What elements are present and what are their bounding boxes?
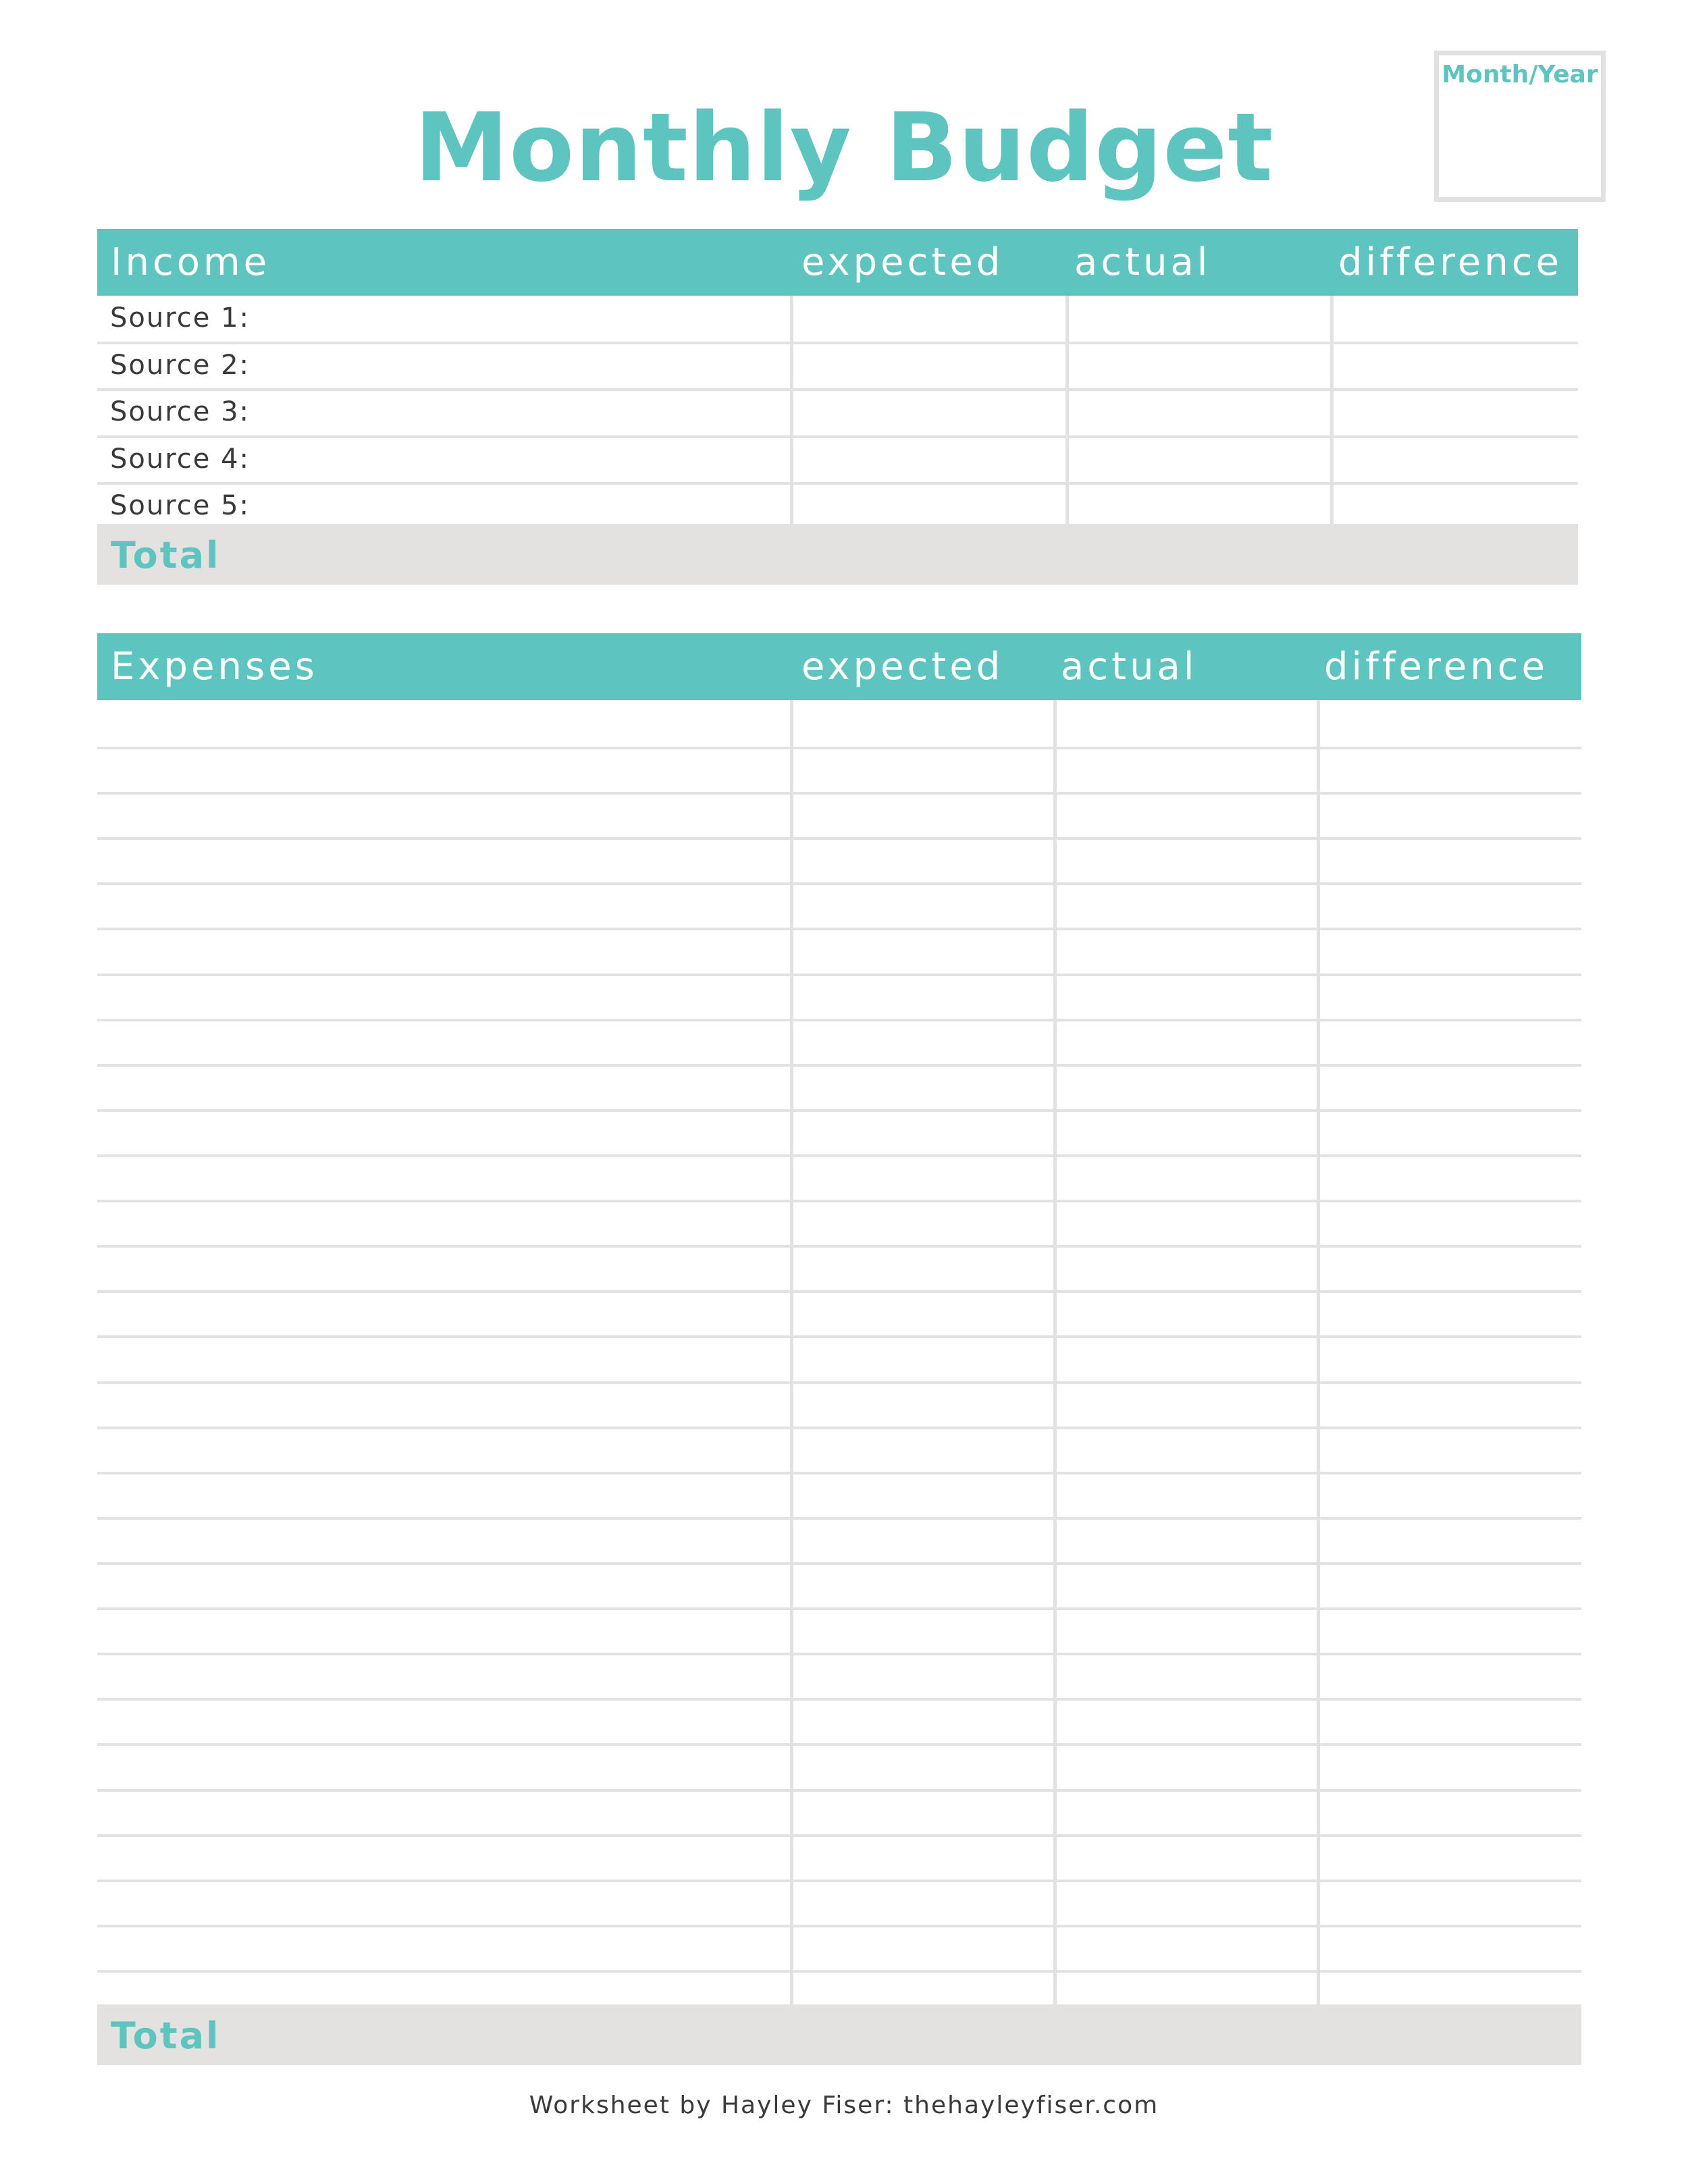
income-column-divider <box>1330 296 1334 524</box>
expenses-col-actual: actual <box>1061 645 1198 689</box>
expenses-row-rule <box>97 1517 1581 1520</box>
expenses-row-rule <box>97 1290 1581 1293</box>
expenses-column-divider <box>1053 700 1057 2004</box>
expenses-col-expected: expected <box>801 645 1004 689</box>
income-col-expected: expected <box>801 240 1004 284</box>
expenses-row-rule <box>97 1427 1581 1429</box>
expenses-row-rule <box>97 792 1581 795</box>
income-row-rule <box>97 482 1578 485</box>
expenses-total-row <box>97 2004 1581 2065</box>
income-row-rule <box>97 388 1578 391</box>
footer-credit: Worksheet by Hayley Fiser: thehayleyfiser.com <box>529 2092 1159 2119</box>
expenses-header-band <box>97 633 1581 700</box>
income-source-label: Source 1: <box>110 302 250 334</box>
income-header-band <box>97 229 1578 296</box>
expenses-row-rule <box>97 1154 1581 1157</box>
income-row-rule <box>97 435 1578 438</box>
page-title: Monthly Budget <box>414 93 1274 203</box>
income-total-label: Total <box>111 534 221 577</box>
income-column-divider <box>1065 296 1069 524</box>
month-year-label: Month/Year <box>1442 61 1598 88</box>
expenses-row-rule <box>97 1880 1581 1882</box>
expenses-row-rule <box>97 1698 1581 1701</box>
expenses-row-rule <box>97 928 1581 930</box>
expenses-row-rule <box>97 1653 1581 1655</box>
expenses-row-rule <box>97 1335 1581 1338</box>
income-row-rule <box>97 342 1578 344</box>
expenses-row-rule <box>97 747 1581 749</box>
expenses-row-rule <box>97 837 1581 840</box>
expenses-row-rule <box>97 1970 1581 1973</box>
expenses-row-rule <box>97 1064 1581 1067</box>
expenses-row-rule <box>97 1607 1581 1610</box>
expenses-row-rule <box>97 1789 1581 1792</box>
income-source-label: Source 3: <box>110 396 250 427</box>
income-col-actual: actual <box>1074 240 1211 284</box>
expenses-row-rule <box>97 1200 1581 1202</box>
income-col-difference: difference <box>1338 240 1562 284</box>
expenses-row-rule <box>97 1245 1581 1248</box>
expenses-row-rule <box>97 1925 1581 1927</box>
income-source-label: Source 2: <box>110 349 250 381</box>
expenses-column-divider <box>1317 700 1320 2004</box>
expenses-row-rule <box>97 974 1581 976</box>
expenses-row-rule <box>97 1019 1581 1021</box>
expenses-column-divider <box>790 700 793 2004</box>
expenses-row-rule <box>97 1743 1581 1746</box>
income-column-divider <box>790 296 793 524</box>
income-source-label: Source 4: <box>110 443 250 475</box>
expenses-col-difference: difference <box>1324 645 1548 689</box>
expenses-row-rule <box>97 1472 1581 1474</box>
income-total-row <box>97 524 1578 585</box>
expenses-total-label: Total <box>111 2015 221 2057</box>
expenses-row-rule <box>97 1381 1581 1384</box>
expenses-row-rule <box>97 1562 1581 1565</box>
income-source-label: Source 5: <box>110 490 250 521</box>
expenses-row-rule <box>97 1834 1581 1837</box>
expenses-row-rule <box>97 1109 1581 1112</box>
expenses-row-rule <box>97 882 1581 885</box>
income-header: Income <box>111 240 271 284</box>
expenses-header: Expenses <box>111 645 318 689</box>
